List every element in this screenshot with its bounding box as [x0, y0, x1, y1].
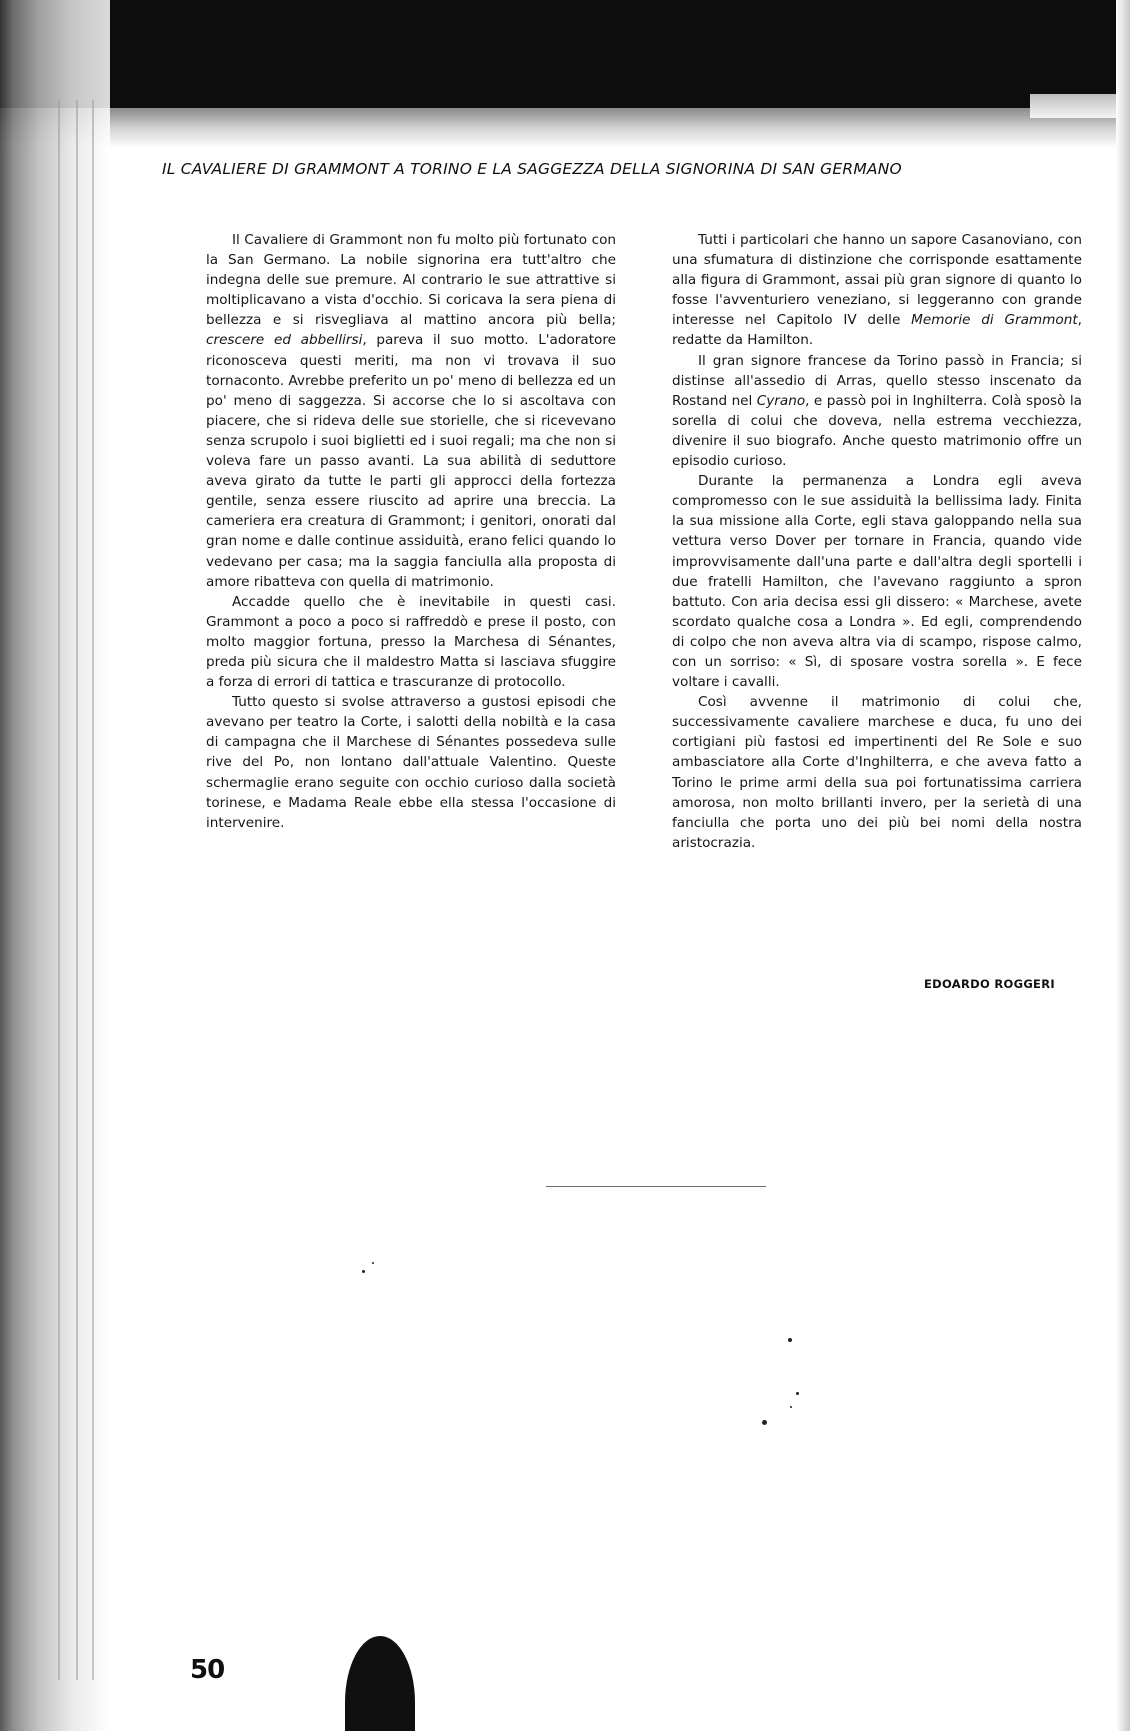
paragraph: Tutto questo si svolse attraverso a gustosi episodi che avevano per teatro la Corte, i salotti della nobiltà e la casa di campagna che il Marchese di Sénantes possedeva sulle rive del Po, non lontano dall'attuale Valentino. Queste schermaglie erano seguite con occhio curioso dalla società torinese, e Madama Reale ebbe ella stessa l'occasione di intervenire.	[206, 694, 616, 831]
scan-dark-border-top	[0, 0, 1130, 108]
left-column	[206, 230, 616, 833]
text-run: Tutti i particolari che hanno un sapore Casanoviano, con una sfumatura di distinzione che corrisponde esattamente alla figura di Grammont, assai più gran signore di quanto lo fosse l'avventuriero veneziano, si leggeranno con grande interesse nel Capitolo IV delle	[672, 232, 1082, 329]
right-column	[672, 230, 1082, 853]
text-run: , e passò poi in Inghilterra. Colà sposò la sorella di colui che doveva, nella estrema vecchiezza, divenire il suo biografo. Anche questo matrimonio offre un episodio curioso.	[672, 392, 1082, 470]
italic-run: Memorie di Grammont	[911, 312, 1078, 329]
italic-run: crescere ed abbellirsi	[206, 332, 363, 349]
paragraph: Accadde quello che è inevitabile in questi casi. Grammont a poco a poco si raffreddò e prese il posto, con molto maggior fortuna, presso la Marchesa di Sénantes, preda più sicura che il maldestro Matta si lasciava sfuggire a forza di errori di tattica e trascuranze di protocollo.	[206, 593, 616, 691]
paragraph	[206, 230, 616, 592]
author-signature: EDOARDO ROGGERI	[924, 977, 1055, 991]
scan-paper-corner	[1030, 94, 1130, 118]
text-run: , redatte da Hamilton.	[672, 312, 1082, 349]
scan-speck	[796, 1392, 799, 1395]
paragraph: Così avvenne il matrimonio di colui che, successivamente cavaliere marchese e duca, fu uno dei cortigiani più fastosi ed impertinenti del Re Sole e suo ambasciatore alla Corte d'Inghilterra, e che aveva fatto a Torino le prime armi della sua poi fortunatissima carriera amorosa, non molto brillanti invero, per la serietà di una fanciulla che porta uno dei più bei nomi della nostra aristocrazia.	[672, 694, 1082, 851]
scan-ink-blot	[345, 1636, 415, 1731]
scan-streak	[76, 100, 78, 1680]
paragraph	[672, 351, 1082, 472]
scan-shadow-right	[1116, 0, 1130, 1731]
separator-rule	[546, 1186, 766, 1187]
scan-shadow-top	[0, 108, 1130, 148]
page-number: 50	[190, 1655, 225, 1685]
italic-run: Cyrano	[756, 392, 806, 409]
scan-streak	[92, 100, 94, 1680]
text-run: , pareva il suo motto. L'adoratore riconosceva questi meriti, ma non vi trovava il suo tornaconto. Avrebbe preferito un po' meno di bellezza ed un po' meno di saggezza. Si accorse che lo si ascoltava con piacere, che si rideva delle sue storielle, che si ricevevano senza scrupolo i suoi biglietti ed i suoi regali; ma che non si voleva fare un passo avanti. La sua abilità di seduttore aveva girato da tutte le parti gli approcci della fortezza gentile, senza essere riuscito ad aprire una breccia. La cameriera era creatura di Grammont; i genitori, onorati dal gran nome e dalle continue assiduità, erano felici quando lo vedevano per casa; ma la saggia fanciulla alla proposta di amore ribatteva con quella di matrimonio.	[206, 332, 616, 590]
scan-speck	[362, 1270, 365, 1273]
scan-speck	[790, 1406, 792, 1408]
scan-speck	[762, 1420, 767, 1425]
paragraph	[672, 230, 1082, 351]
running-head: IL CAVALIERE DI GRAMMONT A TORINO E LA SAGGEZZA DELLA SIGNORINA DI SAN GERMANO	[162, 160, 902, 178]
scan-streak	[58, 100, 60, 1680]
scan-speck	[788, 1338, 792, 1342]
scan-speck	[372, 1262, 374, 1264]
text-run: Il gran signore francese da Torino passò in Francia; si distinse all'assedio di Arras, quello stesso inscenato da Rostand nel	[672, 352, 1082, 409]
text-run: Il Cavaliere di Grammont non fu molto più fortunato con la San Germano. La nobile signorina era tutt'altro che indegna delle sue premure. Al contrario le sue attrattive si moltiplicavano a vista d'occhio. Si coricava la sera piena di bellezza e si risvegliava al mattino ancora più bella;	[206, 232, 616, 329]
paragraph: Durante la permanenza a Londra egli aveva compromesso con le sue assiduità la bellissima lady. Finita la sua missione alla Corte, egli stava galoppando nella sua vettura verso Dover per tornare in Francia, quando vide improvvisamente dall'una parte e dall'altra degli sportelli i due fratelli Hamilton, che l'avevano raggiunto a spron battuto. Con aria decisa essi gli dissero: « Marchese, avete scordato qualche cosa a Londra ». Ed egli, comprendendo di colpo che non aveva altra via di scampo, rispose calmo, con un sorriso: « Sì, di sposare vostra sorella ». E fece voltare i cavalli.	[672, 473, 1082, 691]
